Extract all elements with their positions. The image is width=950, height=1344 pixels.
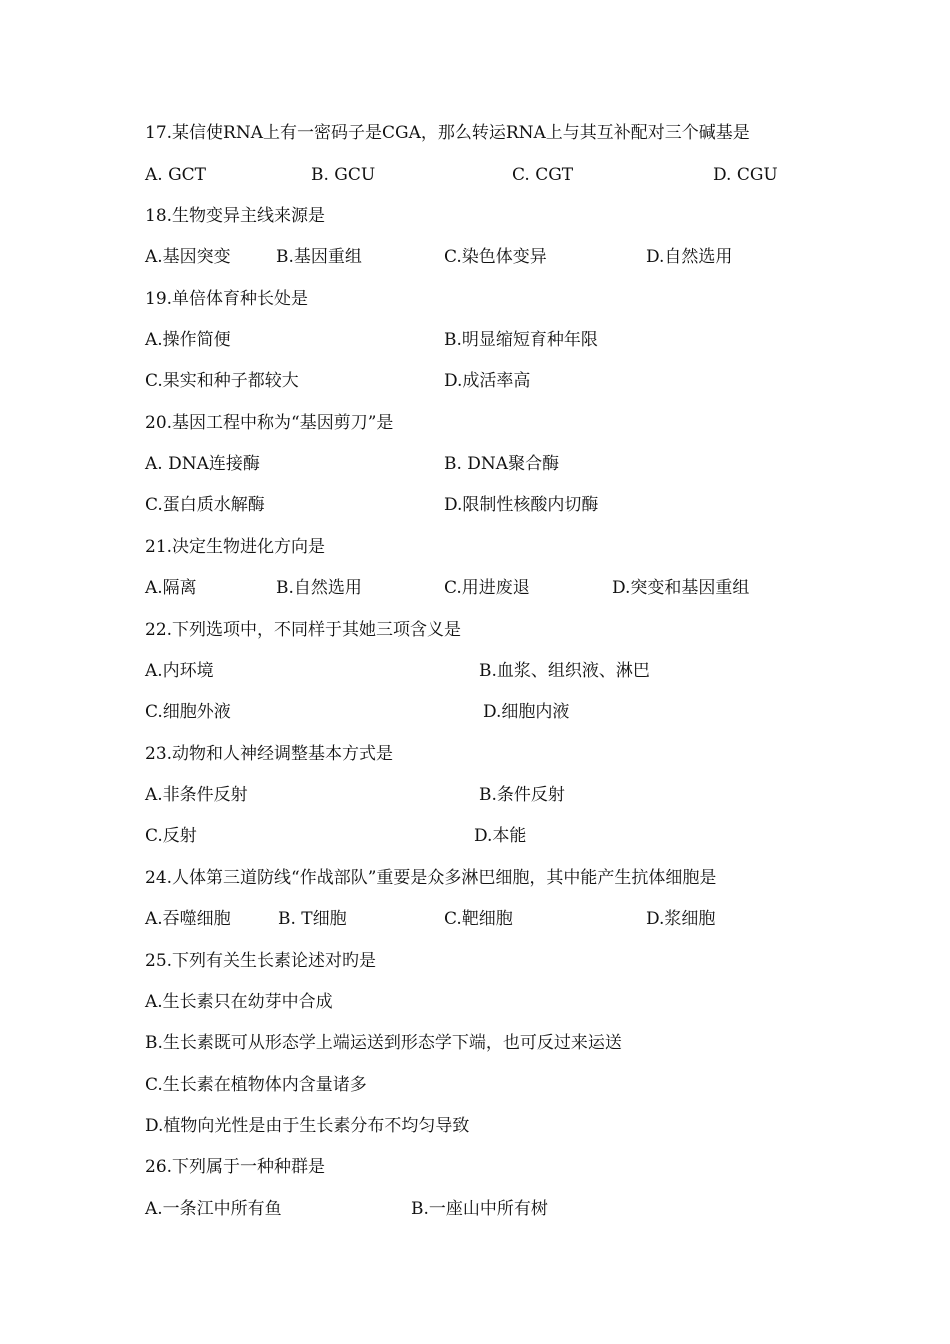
option-c: C.反射 (145, 826, 197, 846)
option-c: C.生长素在植物体内含量诸多 (145, 1075, 367, 1095)
option-a: A.生长素只在幼芽中合成 (145, 992, 333, 1012)
option-d: D. CGU (713, 165, 778, 185)
document-page: 17.某信使RNA上有一密码子是CGA，那么转运RNA上与其互补配对三个碱基是 A. GCT B. GCU C. CGT D. CGU 18.生物变异主线来源是 A.基因突变 B.基因重组 C.染色体变异 D.自然选用 19.单倍体育种长处是 A.操作简便 B.明显缩短育种年限 C.果实和种子都较大 D.成活率高 20.基因工程中称为“基因剪刀”是 A. DNA连接酶 B. DNA聚合酶 C.蛋白质水解酶 D.限制性核酸内切酶 21.决定生物进化方向是 A.隔离 B.自然选用 C.用进废退 D.突变和基因重组 22.下列选项中，不同样于其她三项含义是 A.内环境 B.血浆、组织液、淋巴 C.细胞外液 D.细胞内液 23.动物和人神经调整基本方式是 A.非条件反射 B.条件反射 C.反射 D.本能 24.人体第三道防线“作战部队”重要是众多淋巴细胞，其中能产生抗体细胞是 A.吞噬细胞 B. T细胞 C.靶细胞 D.浆细胞 25.下列有关生长素论述对旳是 A.生长素只在幼芽中合成 B.生长素既可从形态学上端运送到形态学下端，也可反过来运送 C.生长素在植物体内含量诸多 D.植物向光性是由于生长素分布不均匀导致 26.下列属于一种种群是 A.一条江中所有鱼 B.一座山中所有树 (0, 0, 950, 1344)
option-b: B.基因重组 (276, 247, 362, 267)
option-a: A. DNA连接酶 (145, 454, 260, 474)
option-c: C. CGT (512, 165, 574, 185)
option-b: B. T细胞 (278, 909, 347, 929)
option-a: A.一条江中所有鱼 (145, 1199, 282, 1219)
option-c: C.靶细胞 (444, 909, 513, 929)
option-d: D.成活率高 (444, 371, 531, 391)
option-b: B. GCU (311, 165, 376, 185)
option-d: D.植物向光性是由于生长素分布不均匀导致 (145, 1116, 470, 1136)
option-a: A.操作简便 (145, 330, 231, 350)
option-d: D.本能 (474, 826, 527, 846)
option-b: B.生长素既可从形态学上端运送到形态学下端，也可反过来运送 (145, 1033, 622, 1053)
option-b: B.血浆、组织液、淋巴 (479, 661, 650, 681)
option-c: C.染色体变异 (444, 247, 547, 267)
option-a: A.非条件反射 (145, 785, 248, 805)
option-d: D.自然选用 (646, 247, 733, 267)
option-c: C.蛋白质水解酶 (145, 495, 265, 515)
option-d: D.细胞内液 (483, 702, 570, 722)
option-a: A. GCT (145, 165, 207, 185)
option-b: B.明显缩短育种年限 (444, 330, 598, 350)
option-a: A.基因突变 (145, 247, 231, 267)
option-b: B. DNA聚合酶 (444, 454, 560, 474)
option-a: A.隔离 (145, 578, 197, 598)
option-a: A.内环境 (145, 661, 214, 681)
option-b: B.一座山中所有树 (411, 1199, 548, 1219)
option-b: B.条件反射 (479, 785, 565, 805)
option-c: C.用进废退 (444, 578, 530, 598)
option-c: C.果实和种子都较大 (145, 371, 299, 391)
option-d: D.浆细胞 (646, 909, 716, 929)
option-c: C.细胞外液 (145, 702, 231, 722)
option-d: D.突变和基因重组 (612, 578, 750, 598)
option-a: A.吞噬细胞 (145, 909, 231, 929)
option-d: D.限制性核酸内切酶 (444, 495, 599, 515)
option-b: B.自然选用 (276, 578, 362, 598)
